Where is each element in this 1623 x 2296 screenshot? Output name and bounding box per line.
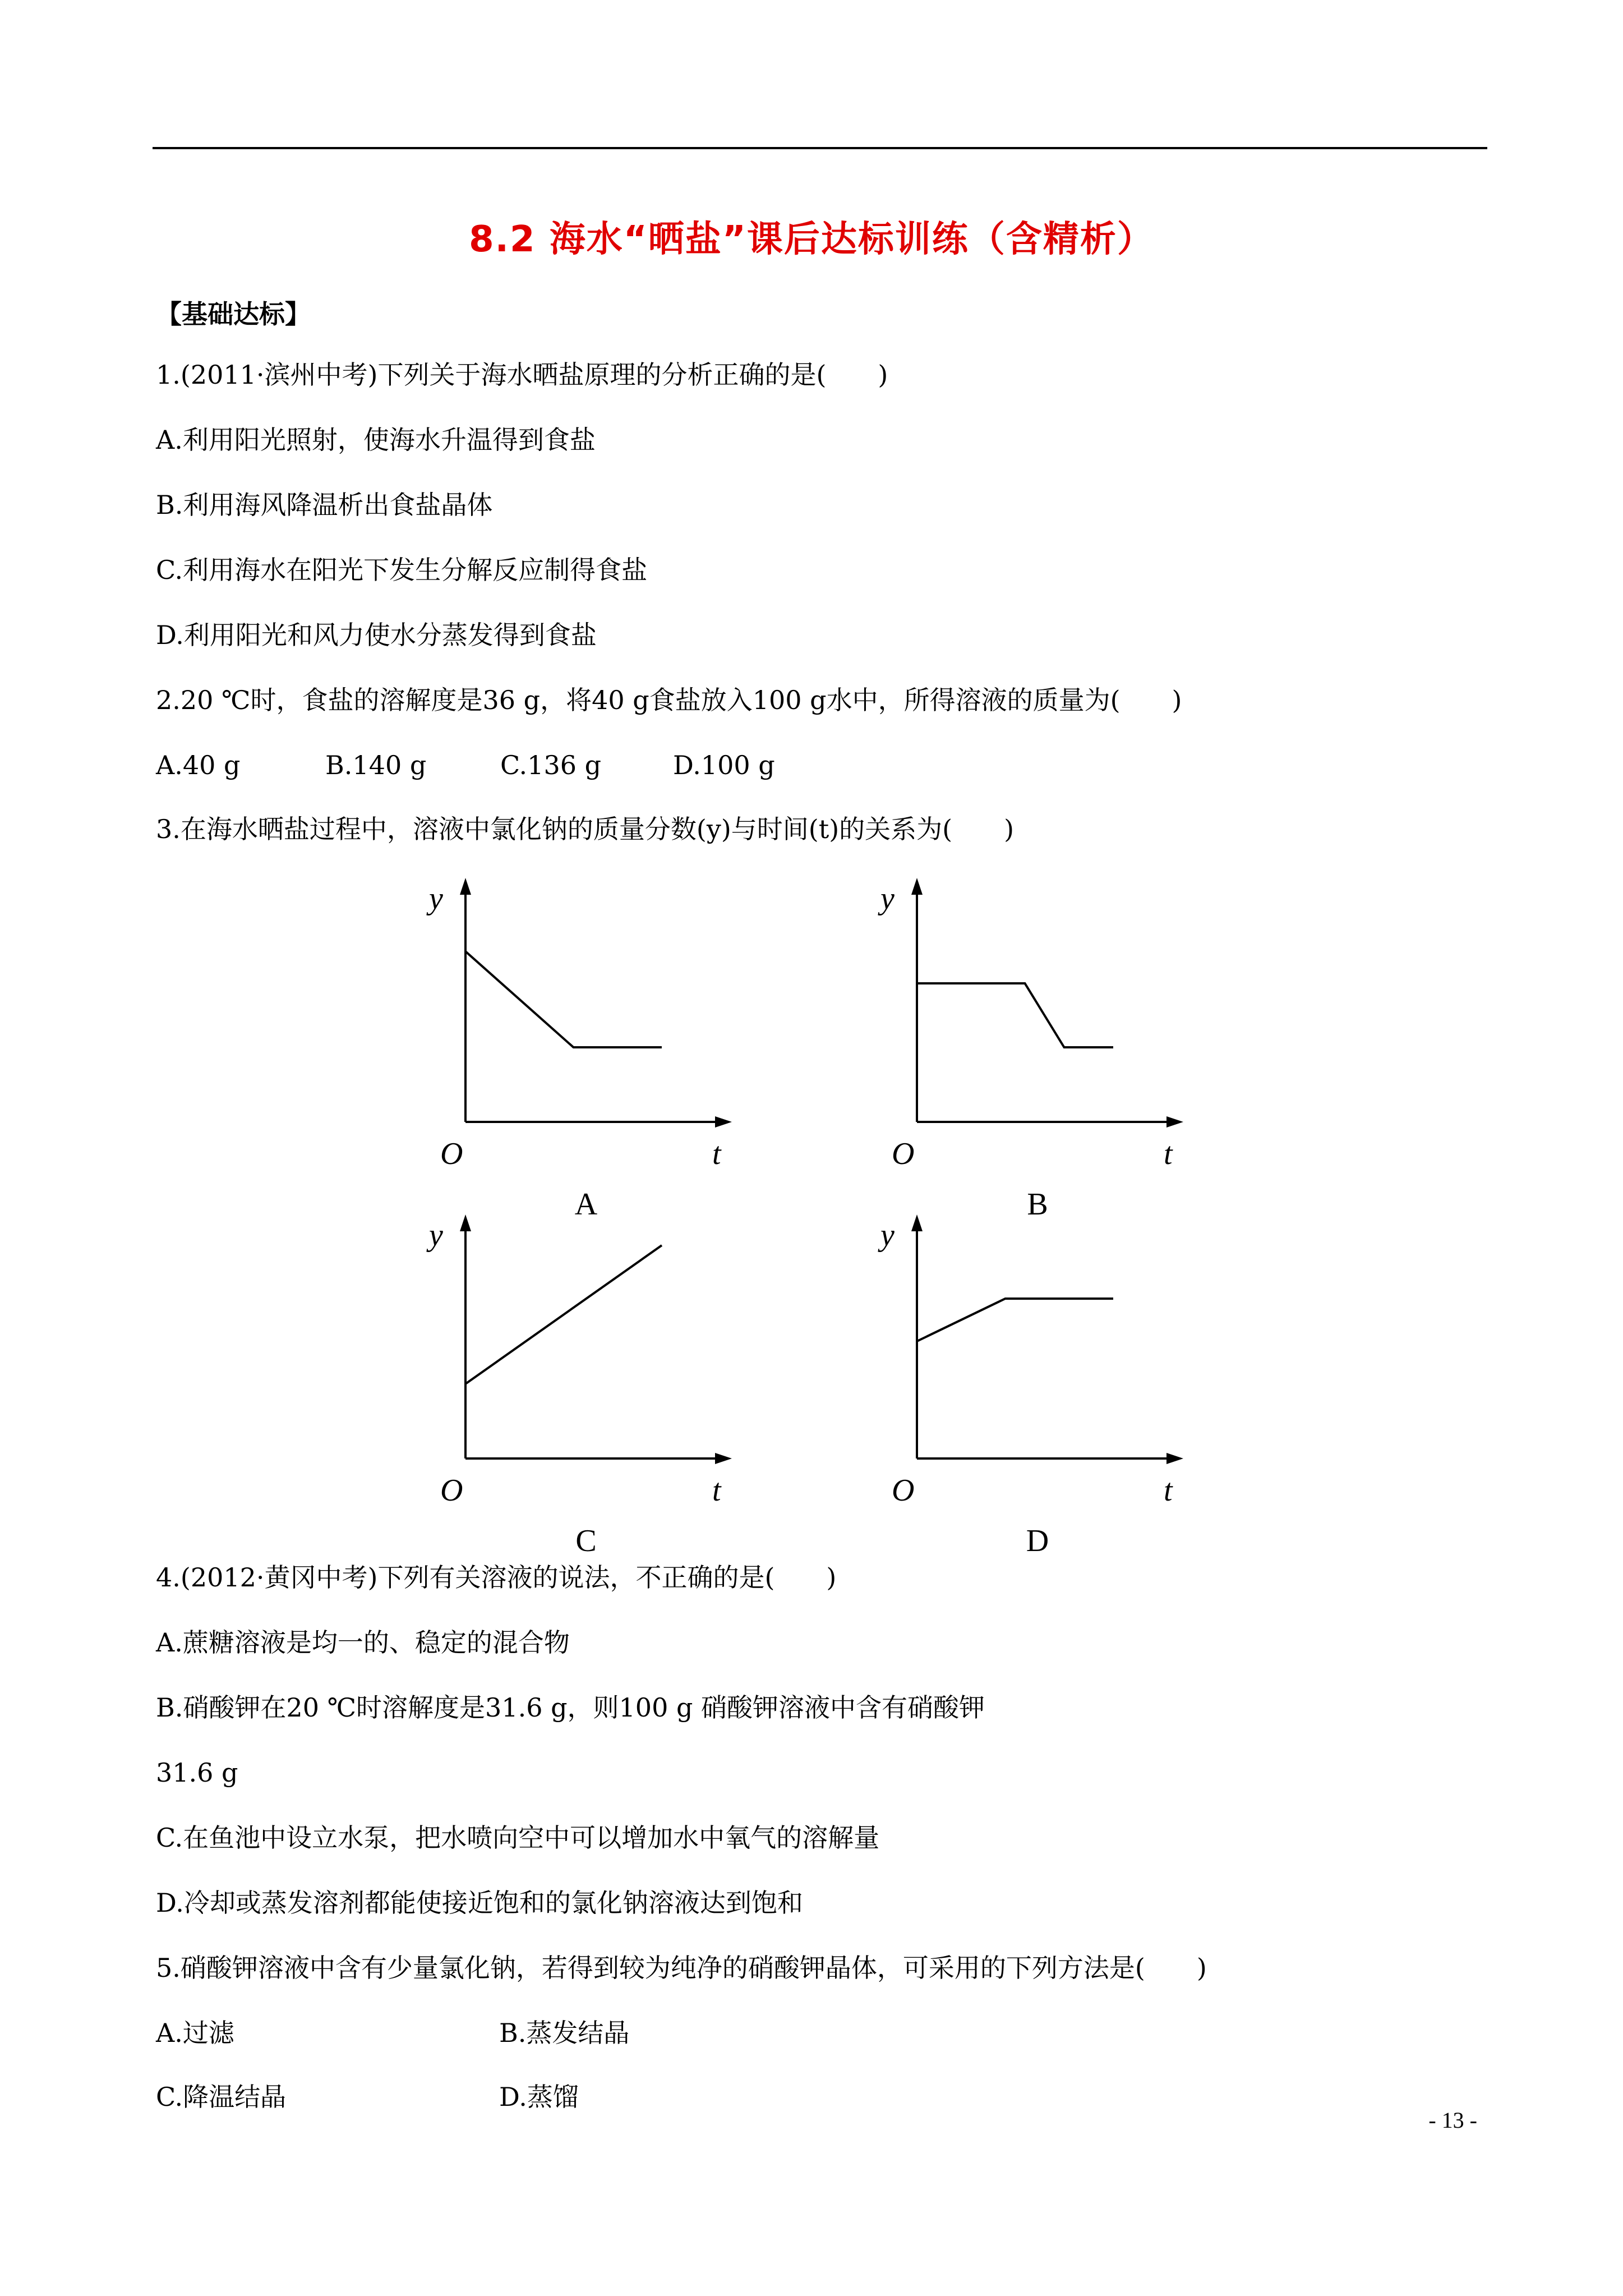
y-axis-label: y [429,1218,443,1253]
q2-option-b: B.140 g [325,750,427,780]
chart-svg-b [866,881,1203,1223]
y-axis-label: y [880,881,895,916]
series-line [917,1299,1113,1341]
q4-option-c: C.在鱼池中设立水泵，把水喷向空中可以增加水中氧气的溶解量 [156,1823,880,1853]
origin-label: O [892,1473,915,1508]
chart-c [415,1218,751,1562]
chart-b [866,881,1203,1225]
y-axis-arrow [911,878,923,895]
q1-option-d: D.利用阳光和风力使水分蒸发得到食盐 [156,620,597,650]
chart-d [866,1218,1203,1562]
q4-stem: 4.(2012·黄冈中考)下列有关溶液的说法，不正确的是( ) [156,1562,837,1593]
q2-option-c: C.136 g [500,750,602,780]
q5-option-d: D.蒸馏 [499,2082,579,2112]
page-title: 8.2 海水“晒盐”课后达标训练（含精析） [469,219,1154,260]
header-rule [153,147,1487,149]
chart-label: A [574,1187,598,1222]
q5-option-b: B.蒸发结晶 [499,2018,630,2048]
q2-stem: 2.20 ℃时，食盐的溶解度是36 g，将40 g食盐放入100 g水中，所得溶液的质量为( ) [156,685,1182,715]
x-axis-arrow [1166,1453,1183,1464]
chart-svg-c [415,1218,751,1559]
q1-option-a: A.利用阳光照射，使海水升温得到食盐 [156,425,596,455]
q4-option-b-cont: 31.6 g [156,1757,238,1788]
page-number: - 13 - [1428,2108,1477,2133]
series-line [465,951,662,1047]
q4-option-d: D.冷却或蒸发溶剂都能使接近饱和的氯化钠溶液达到饱和 [156,1888,803,1918]
x-axis-label: t [1164,1473,1173,1508]
y-axis-label: y [880,1218,895,1253]
chart-label: C [575,1524,597,1558]
q4-option-a: A.蔗糖溶液是均一的、稳定的混合物 [156,1627,570,1658]
q5-option-a: A.过滤 [156,2018,234,2048]
origin-label: O [440,1137,463,1171]
chart-label: D [1026,1524,1049,1558]
q5-option-c: C.降温结晶 [156,2082,287,2112]
origin-label: O [892,1137,915,1171]
x-axis-arrow [1166,1116,1183,1128]
series-line [917,983,1113,1047]
x-axis-label: t [712,1473,721,1508]
x-axis-arrow [715,1116,732,1128]
chart-a [415,881,751,1225]
q1-option-b: B.利用海风降温析出食盐晶体 [156,490,493,520]
section-heading: 【基础达标】 [156,299,311,329]
origin-label: O [440,1473,463,1508]
q2-option-a: A.40 g [156,750,241,780]
y-axis-label: y [429,881,443,916]
x-axis-arrow [715,1453,732,1464]
q2-option-d: D.100 g [673,750,775,780]
y-axis-arrow [460,878,471,895]
x-axis-label: t [1164,1137,1173,1171]
x-axis-label: t [712,1137,721,1171]
q1-stem: 1.(2011·滨州中考)下列关于海水晒盐原理的分析正确的是( ) [156,360,888,390]
series-line [465,1245,662,1384]
q4-option-b: B.硝酸钾在20 ℃时溶解度是31.6 g，则100 g 硝酸钾溶液中含有硝酸钾 [156,1692,985,1723]
q1-option-c: C.利用海水在阳光下发生分解反应制得食盐 [156,555,648,585]
chart-svg-d [866,1218,1203,1559]
q3-stem: 3.在海水晒盐过程中，溶液中氯化钠的质量分数(y)与时间(t)的关系为( ) [156,814,1015,844]
q5-stem: 5.硝酸钾溶液中含有少量氯化钠，若得到较为纯净的硝酸钾晶体，可采用的下列方法是( ) [156,1953,1207,1983]
chart-label: B [1027,1187,1048,1222]
chart-svg-a [415,881,751,1223]
